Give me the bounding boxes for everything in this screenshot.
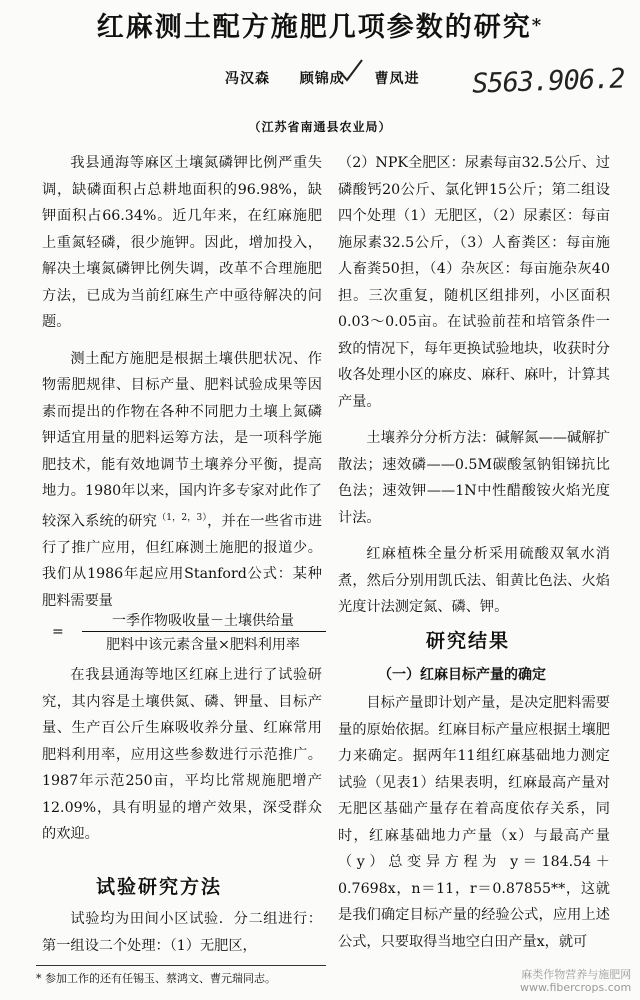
right-paragraph-3: 红麻植株全量分析采用硫酸双氧水消煮，然后分别用凯氏法、钼黄比色法、火焰光度计法测定氮、磷、钾。 [338, 546, 610, 615]
left-paragraph-1: 我县通海等麻区土壤氮磷钾比例严重失调，缺磷面积占总耕地面积的96.98%，缺钾面积占66.34%。近几年来，在红麻施肥上重氮轻磷，很少施钾。因此，增加投入，解决土壤氮磷钾比例失调，改革不合理施肥方法，已成为当前红麻生产中亟待解决的问题。 [42, 155, 322, 330]
watermark-line-1: 麻类作物营养与施肥网 [521, 968, 632, 981]
heading-methods: 试验研究方法 [96, 876, 223, 898]
citation: （1，2，3） [157, 512, 208, 523]
formula-numerator: 一季作物吸收量－土壤供给量 [112, 613, 294, 629]
affiliation: （江苏省南通县农业局） [248, 120, 392, 134]
author-1: 冯汉森 [225, 71, 270, 87]
author-line [225, 68, 420, 88]
handwritten-check-mark-icon [338, 58, 364, 84]
right-column-lower [338, 690, 610, 955]
right-paragraph-2: 土壤养分分析方法：碱解氮——碱解扩散法；速效磷——0.5M碳酸氢钠钼锑抗比色法；速效钾——1N中性醋酸铵火焰光度计法。 [338, 430, 610, 526]
watermark [520, 968, 631, 994]
left-column-lower [42, 662, 322, 848]
left-paragraph-3: 在我县通海等地区红麻上进行了试验研究，其内容是土壤供氮、磷、钾量、目标产量、生产百公斤生麻吸收养分量、红麻常用肥料利用率，应用这些参数进行示范推广。1987年示范250亩，平均比常规施肥增产12.09%，具有明显的增产效果，深受群众的欢迎。 [42, 667, 322, 842]
author-3: 曹凤进 [374, 71, 420, 87]
formula-fraction-bar [82, 631, 326, 632]
right-paragraph-1: （2）NPK全肥区：尿素每亩32.5公斤、过磷酸钙20公斤、氯化钾15公斤；第二组设四个处理（1）无肥区，（2）尿素区：每亩施尿素32.5公斤，（3）人畜粪区：每亩施人畜粪50担，（4）杂灰区：每亩施杂灰40担。三次重复，随机区组排列，小区面积0.03～0.05亩。在试验前茬和培管条件一致的情况下，每年更换试验地块，收获时分收各处理小区的麻皮、麻秆、麻叶，计算其产量。 [338, 155, 610, 410]
handwritten-call-number: S563.906.2 [471, 63, 626, 100]
author-2: 顾锦成 [299, 71, 345, 87]
left-column [42, 150, 322, 614]
paper-title: 红麻测土配方施肥几项参数的研究* [96, 12, 544, 43]
left-paragraph-4: 试验均为田间小区试验．分二组进行：第一组设二个处理：（1）无肥区， [42, 911, 322, 954]
heading-results: 研究结果 [426, 630, 511, 652]
left-paragraph-2: 测土配方施肥是根据土壤供肥状况、作物需肥规律、目标产量、肥料试验成果等因素而提出的作物在各种不同肥力土壤上氮磷钾适宜用量的肥料运筹方法，是一项科学施肥技术，能有效地调节土壤养分平衡，提高地力。1980年以来，国内许多专家对此作了较深入系统的研究$^{(1,2,3)}$，并在一些省市进行了推广应用，但红麻测土施肥的报道少。我们从1986年起应用Stanford公式：某种肥料需要量 [42, 350, 322, 609]
subheading-target-yield: （一）红麻目标产量的确定 [378, 667, 546, 683]
footnote-rule [36, 965, 326, 966]
left-column-bottom [42, 906, 322, 959]
right-paragraph-4: 目标产量即计划产量，是决定肥料需要量的原始依据。红麻目标产量应根据土壤肥力来确定。据两年11组红麻基础地力测定试验（见表1）结果表明，红麻最高产量对无肥区基础产量存在着高度依存关系，同时，红麻基础地力产量（x）与最高产量（y）总变异方程为 y＝184.54＋0.7698x，n＝11，r＝0.87855**，这就是我们确定目标产量的经验公式，应用上述公式，只要取得当地空白田产量x，就可 [338, 695, 610, 950]
formula-equals: = [52, 624, 64, 640]
title-footnote-mark: * [531, 15, 544, 36]
footnote: * 参加工作的还有任锡玉、蔡鸿文、曹元瑞同志。 [36, 972, 276, 985]
right-column [338, 150, 610, 621]
watermark-line-2: www.fibercrops.com [520, 981, 632, 994]
formula-denominator: 肥料中该元素含量×肥料利用率 [106, 637, 300, 653]
